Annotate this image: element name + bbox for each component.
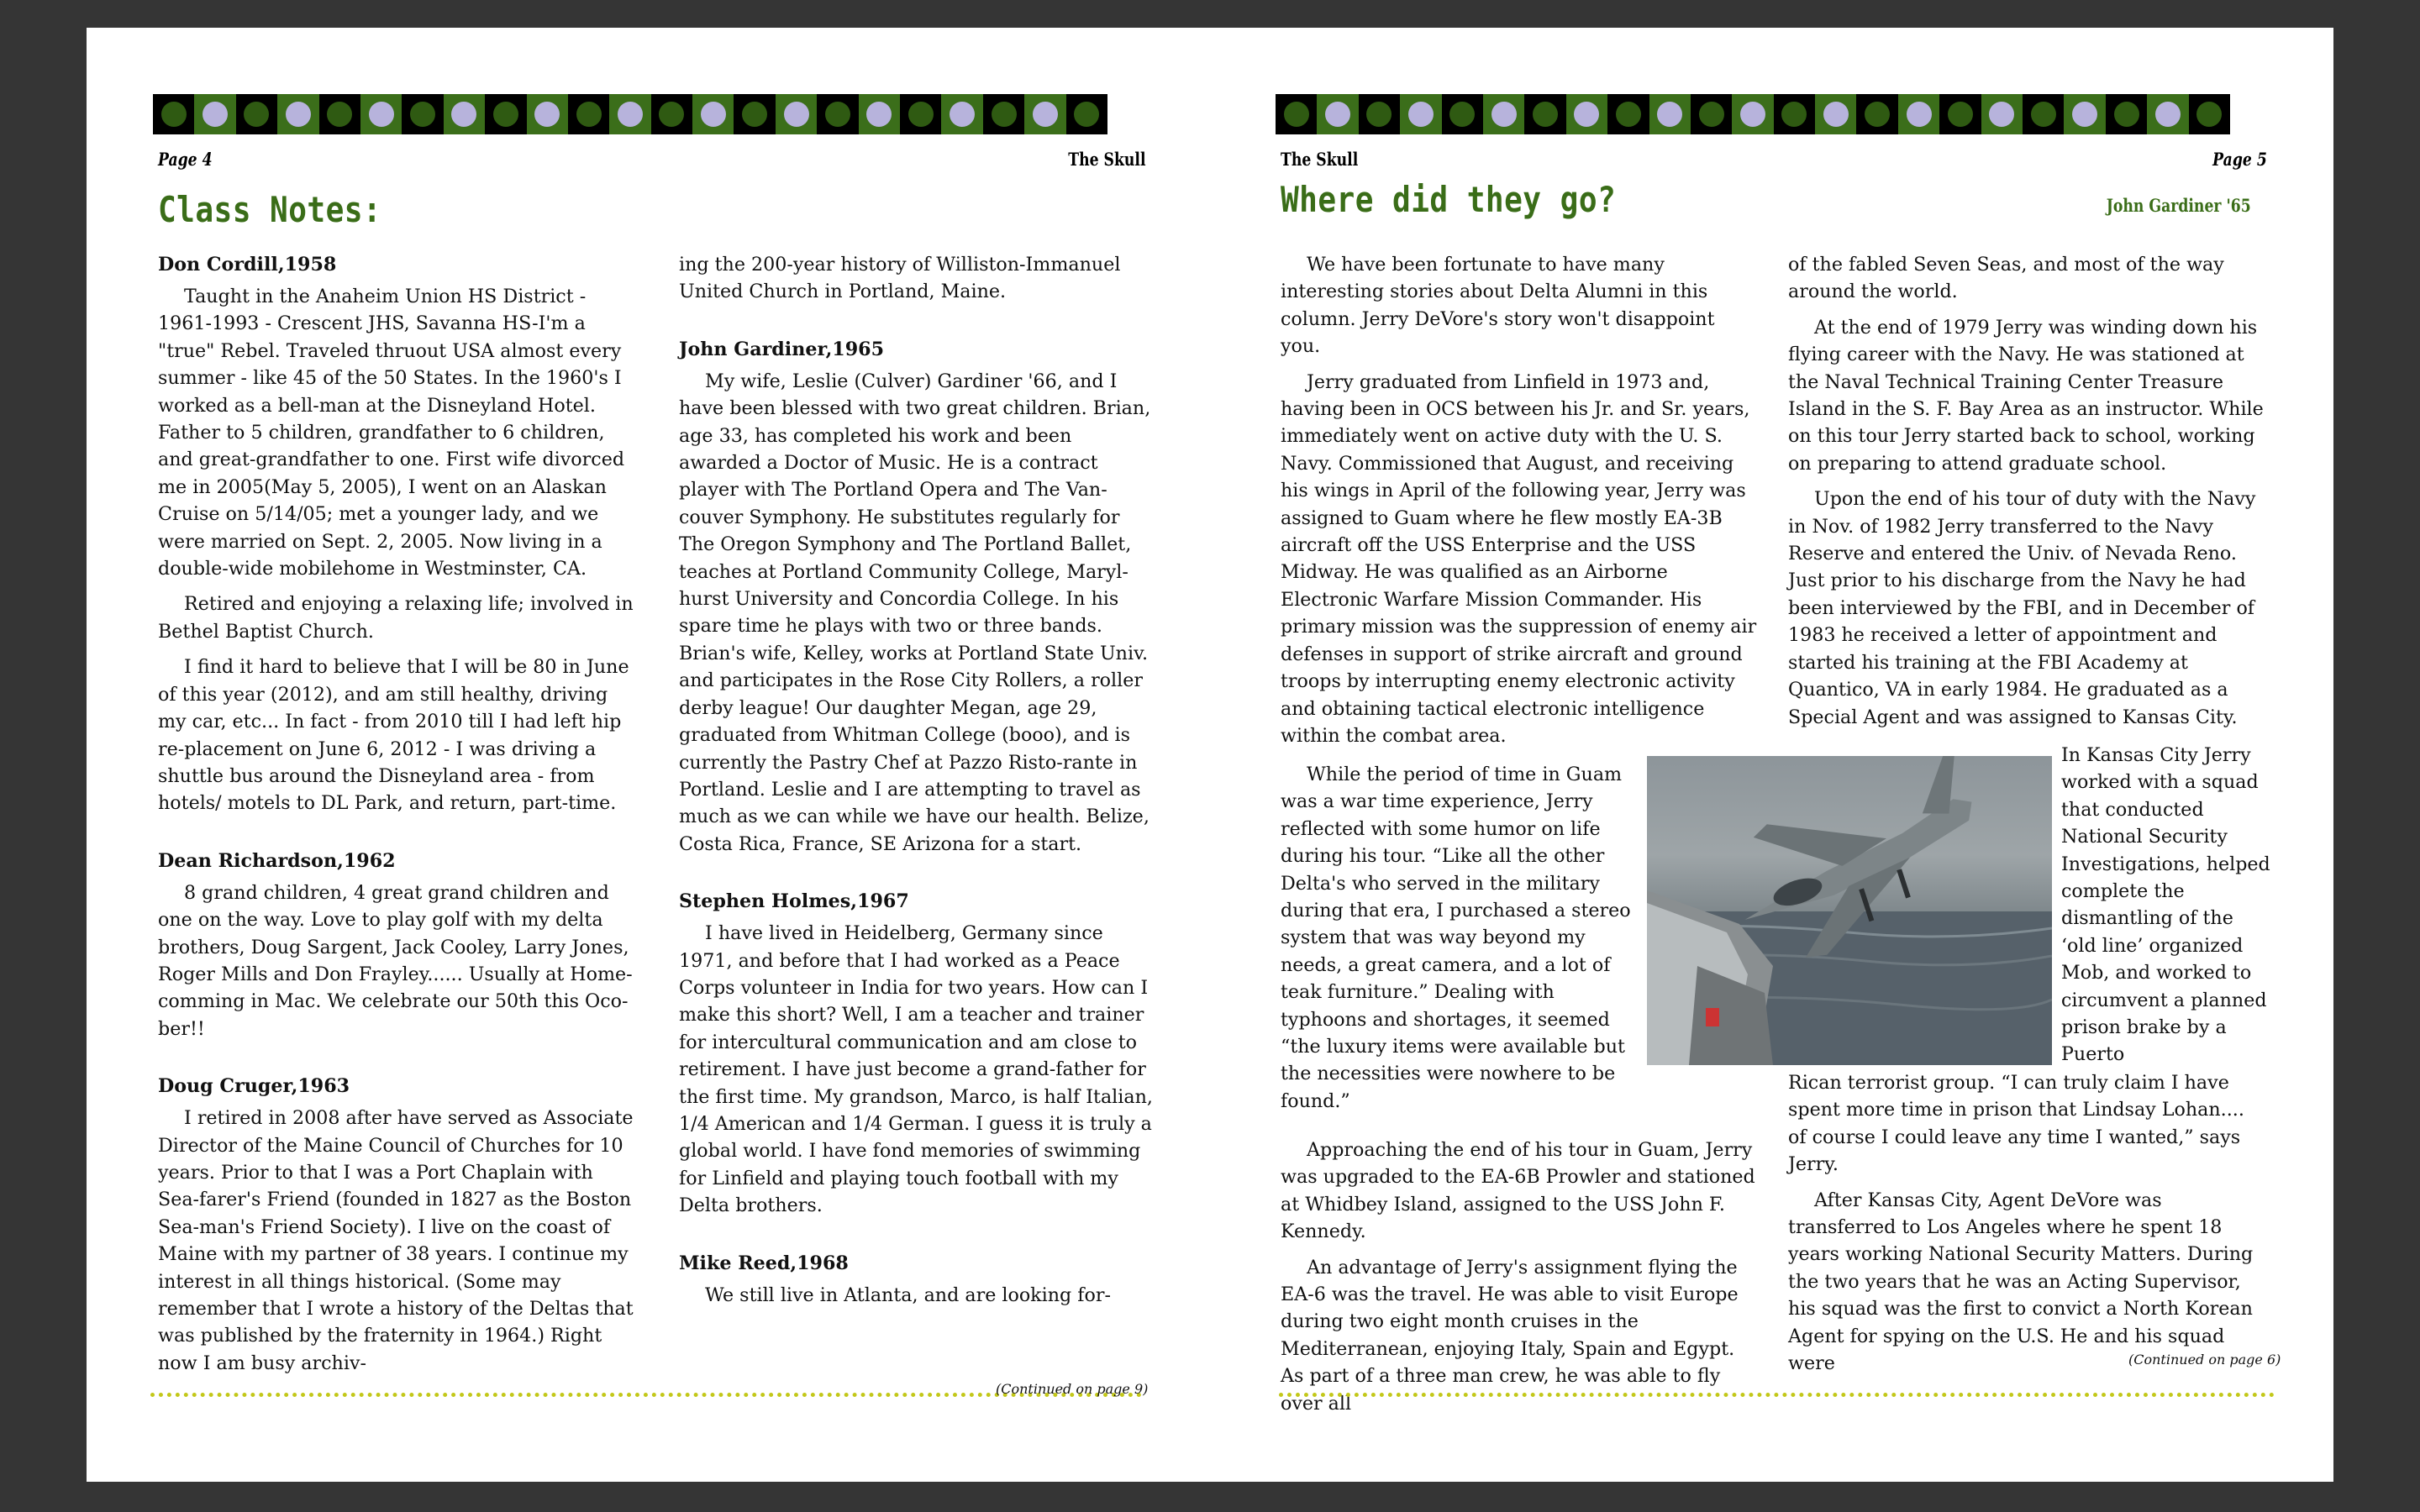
newsletter-name: The Skull (1068, 149, 1146, 170)
band-dot (2189, 94, 2230, 134)
band-dot (983, 94, 1024, 134)
band-dot (236, 94, 277, 134)
band-dot (153, 94, 194, 134)
body-paragraph: Taught in the Anaheim Union HS District - 1961-1993 - Crescent JHS, Savanna HS-I'm a "true" Rebel. Traveled thruout USA almost every summer - like 45 of the 50 States. In the 1960's I worked as a bell-man at the Disneyland Hotel. Father to 5 children, grandfather to 6 children, and great-grandfather to one. First wife divorced me in 2005(May 5, 2005), I went on an Alaskan Cruise on 5/14/05; met a younger lady, and we were married on Sept. 2, 2005. Now living in a double-wide mobilehome in Westminster, CA. (158, 286, 625, 580)
band-dot (402, 94, 443, 134)
dot-icon (1657, 102, 1682, 127)
body-paragraph: An advantage of Jerry's assignment flying the EA-6 was the travel. He was able to visit Europe during two eight month cruises in the Mediterranean, enjoying Italy, Spain and Egypt. As part of a three man crew, he was able to fly over all (1281, 1256, 1739, 1415)
body-paragraph: Rican terrorist group. “I can truly claim I have spent more time in prison that Lindsay Lohan.... of course I could leave any time I wanted,” says Jerry. (1788, 1072, 2244, 1176)
band-dot (485, 94, 526, 134)
dot-icon (493, 102, 518, 127)
right-page (1209, 28, 2333, 1482)
dot-icon (327, 102, 352, 127)
body-paragraph: Approaching the end of his tour in Guam, Jerry was upgraded to the EA-6B Prowler and stationed at Whidbey Island, assigned to the USS John F. Kennedy. (1281, 1139, 1755, 1243)
dot-icon (1823, 102, 1849, 127)
dot-icon (618, 102, 643, 127)
body-paragraph: I find it hard to believe that I will be 80 in June of this year (2012), and am still healthy, driving my car, etc... In fact - from 2010 till I had left hip re-placement on June 6, 2012 - I was driving a shuttle bus around the Disneyland area - from hotels/ motels to DL Park, and return, part-time. (158, 656, 629, 815)
body-paragraph: I retired in 2008 after have served as Associate Director of the Maine Council of Churches for 10 years. Prior to that I was a Port Chaplain with Sea-farer's Friend (founded in 1827 as the Boston Sea-man's Friend Society). I live on the coast of Maine with my partner of 38 years. I continue my interest in all things historical. (Some may remember that I wrote a history of the Deltas that was published by the fraternity in 1964.) Right now I am busy archiv- (158, 1107, 634, 1374)
band-dot (609, 94, 650, 134)
page-number: Page 4 (158, 149, 213, 170)
band-dot (1524, 94, 1565, 134)
note-heading: Don Cordill,1958 (158, 254, 337, 276)
dot-icon (1449, 102, 1475, 127)
dot-icon (1284, 102, 1309, 127)
dot-icon (992, 102, 1017, 127)
dot-icon (286, 102, 311, 127)
note-heading: John Gardiner,1965 (679, 338, 885, 360)
article-column-1-wrap (1281, 761, 1634, 1123)
band-dot (859, 94, 900, 134)
jet-launch-photo (1647, 756, 2052, 1065)
band-dot (1856, 94, 1897, 134)
article-column-2 (1788, 251, 2267, 739)
band-dot (1483, 94, 1524, 134)
article-column-2 (679, 251, 1154, 1317)
band-dot (1024, 94, 1065, 134)
dot-icon (1740, 102, 1765, 127)
body-paragraph: In Kansas City Jerry worked with a squad that conducted National Security Investigations, helped complete the dismantling of the ‘old line’ organized Mob, and worked to circumvent a planned prison brake by a Puerto (2061, 744, 2270, 1066)
dot-icon (825, 102, 850, 127)
article-column-1 (1281, 251, 1760, 758)
dot-icon (1325, 102, 1350, 127)
band-dot (1317, 94, 1358, 134)
dot-icon (742, 102, 767, 127)
band-dot (2023, 94, 2064, 134)
dot-icon (1491, 102, 1517, 127)
note-heading: Stephen Holmes,1967 (679, 890, 909, 913)
dot-icon (369, 102, 394, 127)
left-page (87, 28, 1211, 1482)
body-paragraph: Upon the end of his tour of duty with the Navy in Nov. of 1982 Jerry transferred to the Navy Reserve and entered the Univ. of Nevada Reno. Just prior to his discharge from the Navy he had been interviewed by the FBI, and in December of 1983 he received a letter of appointment and started his training at the FBI Academy at Quantico, VA in early 1984. He graduated as a Special Agent and was assigned to Kansas City. (1788, 488, 2256, 728)
dot-icon (1616, 102, 1641, 127)
band-dot (651, 94, 692, 134)
article-column-1 (158, 251, 637, 1385)
band-dot (360, 94, 402, 134)
band-dot (1691, 94, 1732, 134)
dot-icon (1533, 102, 1558, 127)
decorative-dot-band (153, 94, 1147, 134)
band-dot (941, 94, 982, 134)
dot-icon (1781, 102, 1807, 127)
band-dot (1815, 94, 1856, 134)
dot-icon (1574, 102, 1599, 127)
section-title: Where did they go? (1281, 179, 1617, 220)
band-dot (1566, 94, 1607, 134)
dot-icon (2196, 102, 2222, 127)
dot-icon (2155, 102, 2181, 127)
note-heading: Dean Richardson,1962 (158, 849, 396, 872)
dot-icon (1907, 102, 1932, 127)
band-dot (776, 94, 817, 134)
article-column-2-wrap (2061, 742, 2271, 1077)
body-paragraph: Retired and enjoying a relaxing life; involved in Bethel Baptist Church. (158, 593, 634, 643)
dot-icon (410, 102, 435, 127)
dot-icon (701, 102, 726, 127)
dot-icon (203, 102, 228, 127)
band-dot (527, 94, 568, 134)
page-number: Page 5 (2212, 149, 2267, 170)
jet-icon (1647, 756, 2052, 1065)
dot-icon (161, 102, 187, 127)
dot-icon (866, 102, 892, 127)
band-dot (2106, 94, 2147, 134)
band-dot (692, 94, 734, 134)
continued-note: (Continued on page 9) (996, 1381, 1149, 1397)
band-dot (817, 94, 858, 134)
dotted-rule (1279, 1393, 2275, 1397)
dot-icon (950, 102, 975, 127)
dot-icon (2072, 102, 2097, 127)
band-dot (1276, 94, 1317, 134)
dot-icon (244, 102, 269, 127)
dot-icon (659, 102, 684, 127)
dot-icon (1033, 102, 1058, 127)
body-paragraph: While the period of time in Guam was a war time experience, Jerry reflected with some humor on life during his tour. “Like all the other Delta's who served in the military during that era, I purchased a stereo system that was way beyond my needs, a great camera, and a lot of teak furniture.” Dealing with typhoons and shortages, it seemed “the luxury items were available but the necessities were nowhere to be found.” (1281, 764, 1631, 1112)
band-dot (1981, 94, 2023, 134)
band-dot (734, 94, 775, 134)
article-column-1-bottom (1281, 1137, 1760, 1425)
band-dot (1898, 94, 1939, 134)
dot-icon (451, 102, 476, 127)
dot-icon (784, 102, 809, 127)
newsletter-name: The Skull (1281, 149, 1359, 170)
dot-icon (1948, 102, 1973, 127)
band-dot (1939, 94, 1981, 134)
body-paragraph: At the end of 1979 Jerry was winding down his flying career with the Navy. He was stationed at the Naval Technical Training Center Treasure Island in the S. F. Bay Area as an instructor. While on this tour Jerry started back to school, working on preparing to attend graduate school. (1788, 316, 2264, 475)
body-paragraph: We still live in Atlanta, and are looking for- (705, 1284, 1111, 1306)
band-dot (319, 94, 360, 134)
band-dot (2147, 94, 2188, 134)
band-dot (900, 94, 941, 134)
band-dot (1359, 94, 1400, 134)
body-paragraph: Jerry graduated from Linfield in 1973 and, having been in OCS between his Jr. and Sr. years, immediately went on active duty with the U. S. Navy. Commissioned that August, and receiving his wings in April of the following year, Jerry was assigned to Guam where he flew mostly EA-3B aircraft off the USS Enterprise and the USS Midway. He was qualified as an Airborne Electronic Warfare Mission Commander. His primary mission was the suppression of enemy air defenses in support of strike aircraft and ground troops by interrupting enemy electronic activity and obtaining tactical electronic intelligence within the combat area. (1281, 370, 1757, 747)
body-paragraph: We have been fortunate to have many interesting stories about Delta Alumni in this column. Jerry DeVore's story won't disappoint you. (1281, 254, 1715, 358)
dot-icon (534, 102, 560, 127)
band-dot (1066, 94, 1107, 134)
band-dot (2064, 94, 2105, 134)
band-dot (194, 94, 235, 134)
body-paragraph: 8 grand children, 4 great grand children and one on the way. Love to play golf with my delta brothers, Doug Sargent, Jack Cooley, Larry Jones, Roger Mills and Don Frayley...... Usually at Home-comming in Mac. We celebrate our 50th this Oco-ber!! (158, 881, 633, 1040)
dot-icon (1865, 102, 1890, 127)
continued-note: (Continued on page 6) (2128, 1352, 2281, 1368)
section-title: Class Notes: (158, 189, 382, 230)
body-paragraph: of the fabled Seven Seas, and most of the way around the world. (1788, 254, 2224, 303)
dot-icon (576, 102, 602, 127)
body-paragraph: After Kansas City, Agent DeVore was transferred to Los Angeles where he spent 18 years working National Security Matters. During the two years that he was an Acting Supervisor, his squad was the first to convict a North Korean Agent for spying on the U.S. He and his squad were (1788, 1189, 2254, 1375)
band-dot (568, 94, 609, 134)
dot-icon (908, 102, 934, 127)
body-paragraph: My wife, Leslie (Culver) Gardiner '66, and I have been blessed with two great children. Brian, age 33, has completed his work and been awarded a Doctor of Music. He is a contract player with The Portland Opera and The Van-couver Symphony. He substitutes regularly for The Oregon Symphony and The Portland Ballet, teaches at Portland Community College, Maryl-hurst University and Concordia College. In his spare time he plays with two or three bands. Brian's wife, Kelley, works at Portland State Univ. and participates in the Rose City Rollers, a roller derby league! Our daughter Megan, age 29, graduated from Whitman College (booo), and is currently the Pastry Chef at Pazzo Risto-rante in Portland. Leslie and I are attempting to travel as much as we can while we have our health. Belize, Costa Rica, France, SE Arizona for a start. (679, 370, 1151, 855)
band-dot (277, 94, 318, 134)
dot-icon (2031, 102, 2056, 127)
band-dot (1774, 94, 1815, 134)
article-column-2-bottom (1788, 1069, 2267, 1385)
dotted-rule (150, 1393, 1142, 1397)
band-dot (444, 94, 485, 134)
dot-icon (1366, 102, 1392, 127)
dot-icon (1989, 102, 2014, 127)
band-dot (1607, 94, 1649, 134)
band-dot (1442, 94, 1483, 134)
dot-icon (1699, 102, 1724, 127)
note-heading: Doug Cruger,1963 (158, 1075, 350, 1098)
body-paragraph: ing the 200-year history of Williston-Immanuel United Church in Portland, Maine. (679, 254, 1121, 303)
dot-icon (1408, 102, 1434, 127)
note-heading: Mike Reed,1968 (679, 1252, 849, 1274)
band-dot (1732, 94, 1773, 134)
body-paragraph: I have lived in Heidelberg, Germany since 1971, and before that I had worked as a Peace Corps volunteer in India for two years. How can I make this short? Well, I am a teacher and trainer for intercultural communication and am close to retirement. I have just become a grand-father for the first time. My grandson, Marco, is half Italian, 1/4 American and 1/4 German. I guess it is truly a global world. I have fond memories of swimming for Linfield and playing touch football with my Delta brothers. (679, 922, 1153, 1217)
dot-icon (2114, 102, 2139, 127)
band-dot (1400, 94, 1441, 134)
dot-icon (1074, 102, 1099, 127)
band-dot (1649, 94, 1691, 134)
decorative-dot-band (1276, 94, 2267, 134)
author-byline: John Gardiner '65 (2107, 195, 2251, 216)
